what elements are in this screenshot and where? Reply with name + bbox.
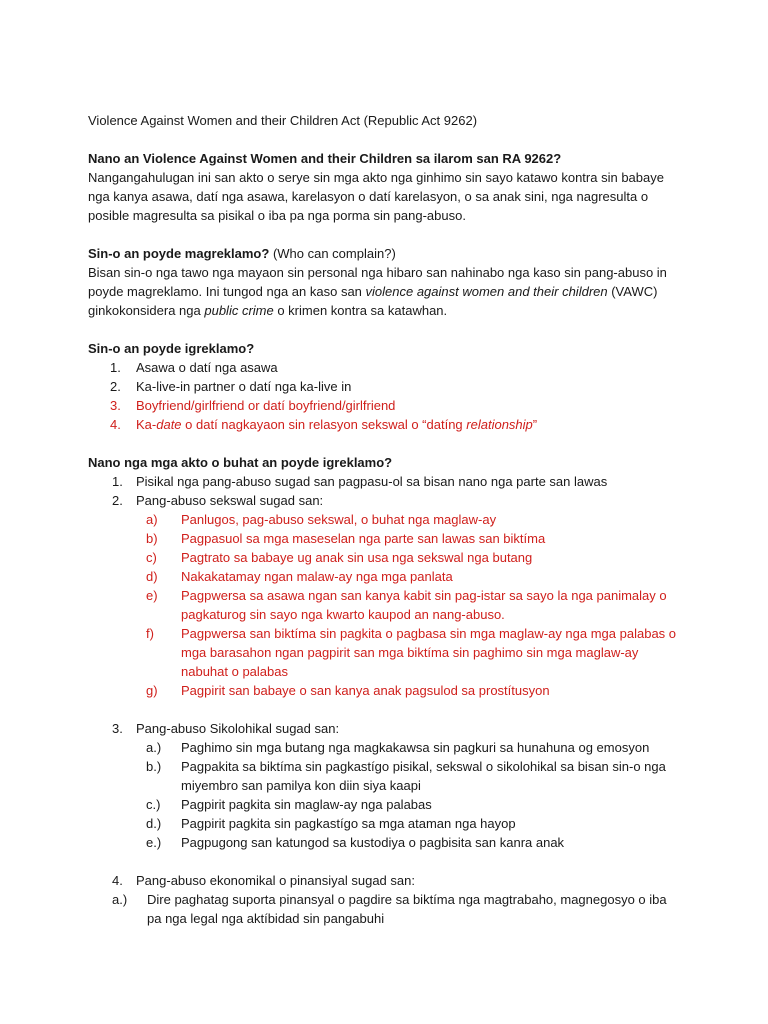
sub-list-letter: c.) [146,797,161,812]
list-item [88,871,688,890]
sub-list-letter: f) [146,626,154,641]
list-item [88,491,688,510]
sub-list-letter: g) [146,683,158,698]
sub-list-item [88,833,688,852]
sub-list-text: Pagpirit pagkita sin pagkastígo sa mga ataman nga hayop [181,816,516,831]
spacer [88,852,688,871]
sub-list-text: Nakakatamay ngan malaw-ay nga mga panlata [181,569,453,584]
sub-list-text: Pagpirit san babaye o san kanya anak pagsulod sa prostítusyon [181,683,550,698]
sub-list-item [88,738,688,757]
sub-list-text: Pagpakita sa biktíma sin pagkastígo pisikal, sekswal o sikolohikal sa bisan sin-o nga miyembro san pamilya kon diin siya kaapi [181,759,666,793]
sub-list-letter: e.) [146,835,162,850]
sub-list-item [88,510,688,529]
sub-list-text: Dire paghatag suporta pinansyal o pagdire sa biktíma nga magtrabaho, magnegosyo o iba pa nga legal nga aktíbidad sin pangabuhi [147,892,667,926]
section-who-can-complain [88,244,688,320]
list-text: Ka-live-in partner o datí nga ka-live in [136,379,352,394]
sub-list-text: Pagpasuol sa mga maseselan nga parte san lawas san biktíma [181,531,546,546]
list-item [88,377,688,396]
italic-run: violence against women and their children [365,284,608,299]
text-run: (VAWC) ginkokonsidera nga [88,284,658,318]
document-title: Violence Against Women and their Children Act (Republic Act 9262) [88,113,478,128]
text-run: o krimen kontra sa katawhan. [273,303,448,318]
sub-list-item [88,567,688,586]
list-number: 1. [112,474,123,489]
text-run: ” [532,417,538,432]
sub-list-item [88,529,688,548]
text-run: o datí nagkayaon sin relasyon sekswal o “datíng [181,417,467,432]
list-text [136,415,688,434]
spacer [88,700,688,719]
sub-list-letter: b) [146,531,158,546]
sub-list-item [88,586,688,624]
list-text: Pisikal nga pang-abuso sugad san pagpasu-ol sa bisan nano nga parte san lawas [136,474,608,489]
sub-list-item [88,757,688,795]
list-number: 1. [110,360,121,375]
list-text: Boyfriend/girlfriend or datí boyfriend/girlfriend [136,398,396,413]
sub-list-text: Pagtrato sa babaye ug anak sin usa nga sekswal nga butang [181,550,533,565]
sub-list-letter: a) [146,512,158,527]
question-heading: Nano an Violence Against Women and their Children sa ilarom san RA 9262? [88,151,562,166]
list-number: 3. [112,721,123,736]
sub-list-letter: e) [146,588,158,603]
italic-run: public crime [204,303,274,318]
list-text: Asawa o datí nga asawa [136,360,278,375]
italic-run: date [156,417,182,432]
sub-list-text: Pagpwersa san biktíma sin pagkita o pagbasa sin mga maglaw-ay nga mga palabas o mga barasahon ngan pagpirit san mga biktíma sin paghimo sin mga maglaw-ay nabuhat o palabas [181,626,677,679]
question-heading: Sin-o an poyde igreklamo? [88,341,255,356]
question-heading [88,244,688,263]
sub-list-text: Pagpwersa sa asawa ngan san kanya kabit sin pag-istar sa sayo la nga panimalay o pagkaturog sin sayo nga kwarto kaupod an nang-abuso. [181,588,667,622]
sub-list-item [88,624,688,681]
list-text: Pang-abuso sekswal sugad san: [136,493,324,508]
list-item [88,415,688,434]
sub-list-text: Pagpugong san katungod sa kustodiya o pagbisita san kanra anak [181,835,565,850]
sub-list-letter: a.) [112,892,128,907]
sub-list-text: Panlugos, pag-abuso sekswal, o buhat nga maglaw-ay [181,512,497,527]
question-heading: Nano nga mga akto o buhat an poyde igreklamo? [88,455,393,470]
sub-list-text: Pagpirit pagkita sin maglaw-ay nga palabas [181,797,432,812]
sub-list-item [88,814,688,833]
sub-list-item [88,890,688,928]
section-acts [88,453,688,928]
section-definition [88,149,688,225]
text-run: Ka- [136,417,157,432]
list-number: 4. [112,873,123,888]
list-item [88,358,688,377]
document-content [88,111,688,928]
italic-run: relationship [466,417,533,432]
numbered-list [88,358,688,434]
heading-translation: (Who can complain?) [269,246,396,261]
list-number: 2. [110,379,121,394]
answer-paragraph [88,263,688,320]
sub-list-letter: d.) [146,816,162,831]
heading-bold: Sin-o an poyde magreklamo? [88,246,270,261]
section-who-can-be-accused [88,339,688,434]
sub-list-item [88,795,688,814]
sub-list-letter: c) [146,550,157,565]
text-run: Bisan sin-o nga tawo nga mayaon sin personal nga hibaro san nahinabo nga kaso sin pang-abuso in poyde magreklamo. Ini tungod nga an kaso san [88,265,667,299]
list-number: 4. [110,417,121,432]
sub-list-item [88,548,688,567]
list-item [88,472,688,491]
list-number: 2. [112,493,123,508]
list-text: Pang-abuso ekonomikal o pinansiyal sugad san: [136,873,415,888]
sub-list-text: Paghimo sin mga butang nga magkakawsa sin pagkuri sa hunahuna og emosyon [181,740,650,755]
sub-list-letter: a.) [146,740,162,755]
list-text: Pang-abuso Sikolohikal sugad san: [136,721,340,736]
sub-list-item [88,681,688,700]
answer-paragraph: Nangangahulugan ini san akto o serye sin mga akto nga ginhimo sin sayo katawo kontra sin babaye nga kanya asawa, datí nga asawa, karelasyon o datí karelasyon, o sa anak sini, nga nagresulta o posible magresulta sa pisikal o iba pa nga porma sin pang-abuso. [88,170,664,223]
list-item [88,719,688,738]
list-number: 3. [110,398,121,413]
sub-list-letter: b.) [146,759,162,774]
sub-list-letter: d) [146,569,158,584]
list-item [88,396,688,415]
